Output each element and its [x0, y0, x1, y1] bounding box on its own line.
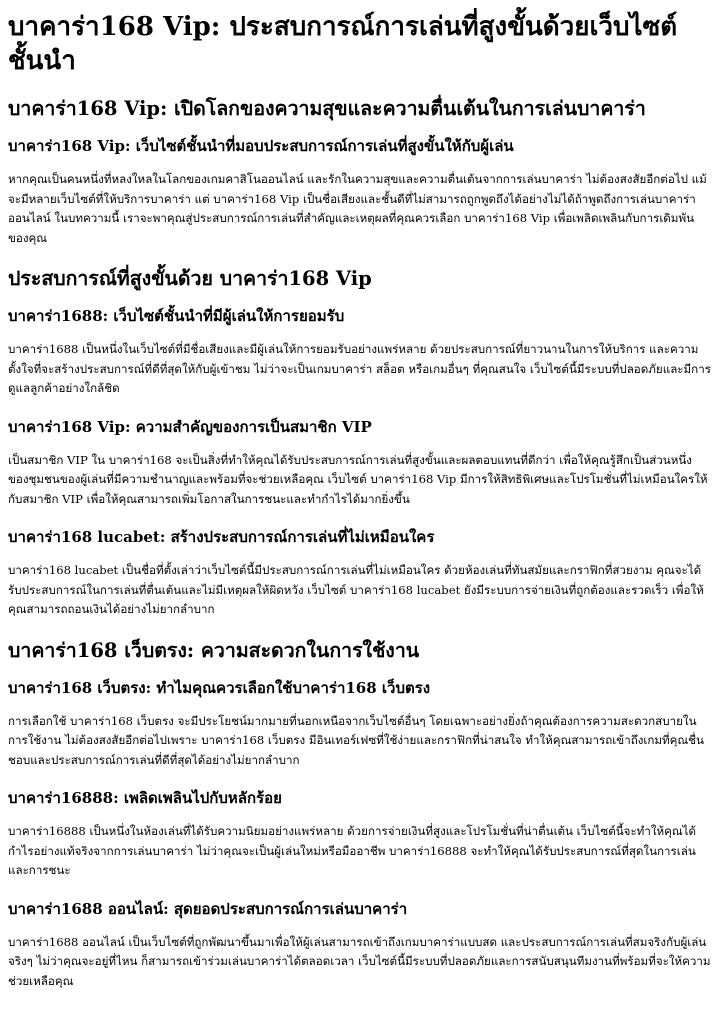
paragraph: หากคุณเป็นคนหนึ่งที่หลงใหลในโลกของเกมคาสิโนออนไลน์ และรักในความสุขและความตื่นเต้นจากการเล่นบาคาร่า ไม่ต้องสงสัยอีกต่อไป แม้จะมีหลายเว็บไซต์ที่ให้บริการบาคาร่า แต่ บาคาร่า168 Vip เป็นชื่อเสียงและชั้นดีที่ไม่สามารถถูกพูดถึงได้อย่างไม่ได้ถ้าพูดถึงการเล่นบาคาร่าออนไลน์ ในบทความนี้ เราจะพาคุณสู่ประสบการณ์การเล่นที่สำคัญและเหตุผลที่คุณควรเลือก บาคาร่า168 Vip เพื่อเพลิดเพลินกับการเดิมพันของคุณ — [8, 172, 707, 245]
page-title: บาคาร่า168 Vip: ประสบการณ์การเล่นที่สูงขั้นด้วยเว็บไซต์ชั้นนำ — [8, 12, 678, 76]
paragraph: เป็นสมาชิก VIP ใน บาคาร่า168 จะเป็นสิ่งที่ทำให้คุณได้รับประสบการณ์การเล่นที่สูงขั้นและผลตอบแทนที่ดีกว่า เพื่อให้คุณรู้สึกเป็นส่วนหนึ่งของชุมชนของผู้เล่นที่มีความชำนาญและพร้อมที่จะช่วยเหลือคุณ เว็บไซต์ บาคาร่า168 Vip มีการให้สิทธิพิเศษและโปรโมชั่นที่ไม่เหมือนใครให้กับสมาชิก VIP เพื่อให้คุณสามารถเพิ่มโอกาสในการชนะและทำกำไรได้มากยิ่งขึ้น — [8, 452, 708, 506]
paragraph: บาคาร่า1688 ออนไลน์ เป็นเว็บไซต์ที่ถูกพัฒนาขึ้นมาเพื่อให้ผู้เล่นสามารถเข้าถึงเกมบาคาร่าแบบสด และประสบการณ์การเล่นที่สมจริงกับผู้เล่นจริงๆ ไม่ว่าคุณจะอยู่ที่ไหน ก็สามารถเข้าร่วมเล่นบาคาร่าได้ตลอดเวลา เว็บไซต์นี้มีระบบที่ปลอดภัยและการสนับสนุนทีมงานที่พร้อมที่จะให้ความช่วยเหลือคุณ — [8, 934, 711, 988]
subsection-heading: บาคาร่า16888: เพลิดเพลินไปกับหลักร้อย — [8, 789, 282, 807]
section-1 — [8, 96, 712, 248]
section-heading: บาคาร่า168 Vip: เปิดโลกของความสุขและความตื่นเต้นในการเล่นบาคาร่า — [8, 97, 646, 120]
paragraph: บาคาร่า1688 เป็นหนึ่งในเว็บไซต์ที่มีชื่อเสียงและมีผู้เล่นให้การยอมรับอย่างแพร่หลาย ด้วยประสบการณ์ที่ยาวนานในการให้บริการ และความตั้งใจที่จะสร้างประสบการณ์ที่ดีที่สุดให้กับผู้เข้าชม ไม่ว่าจะเป็นเกมบาคาร่า สล็อต หรือเกมอื่นๆ ที่คุณสนใจ เว็บไซต์นี้มีระบบที่ปลอดภัยและมีการดูแลลูกค้าอย่างใกล้ชิด — [8, 342, 711, 395]
section-3 — [8, 638, 712, 992]
subsection-heading: บาคาร่า168 เว็บตรง: ทำไมคุณควรเลือกใช้บาคาร่า168 เว็บตรง — [8, 678, 431, 697]
section-heading: บาคาร่า168 เว็บตรง: ความสะดวกในการใช้งาน — [8, 638, 420, 662]
subsection-heading: บาคาร่า1688 ออนไลน์: สุดยอดประสบการณ์การเล่นบาคาร่า — [8, 899, 408, 918]
paragraph: การเลือกใช้ บาคาร่า168 เว็บตรง จะมีประโยชน์มากมายที่นอกเหนือจากเว็บไซต์อื่นๆ โดยเฉพาะอย่างยิ่งถ้าคุณต้องการความสะดวกสบายในการใช้งาน ไม่ต้องสงสัยอีกต่อไปเพราะ บาคาร่า168 เว็บตรง มีอินเทอร์เฟซที่ใช้ง่ายและกราฟิกที่น่าสนใจ ทำให้คุณสามารถเข้าถึงเกมที่คุณชื่นชอบและประสบการณ์การเล่นที่ดีที่สุดได้อย่างไม่ยากลำบาก — [8, 713, 704, 767]
paragraph: บาคาร่า168 lucabet เป็นชื่อที่ตั้งเล่าว่าเว็บไซต์นี้มีประสบการณ์การเล่นที่ไม่เหมือนใคร ด้วยห้องเล่นที่ทันสมัยและกราฟิกที่สวยงาม คุณจะได้รับประสบการณ์ในการเล่นที่ตื่นเต้นและไม่มีเหตุผลให้ผิดหวัง เว็บไซต์ บาคาร่า168 lucabet ยังมีระบบการจ่ายเงินที่ถูกต้องและรวดเร็ว เพื่อให้คุณสามารถถอนเงินได้อย่างไม่ยากลำบาก — [8, 563, 704, 616]
subsection-heading: บาคาร่า168 Vip: เว็บไซต์ชั้นนำที่มอบประสบการณ์การเล่นที่สูงขั้นให้กับผู้เล่น — [8, 137, 514, 155]
paragraph: บาคาร่า16888 เป็นหนึ่งในห้องเล่นที่ได้รับความนิยมอย่างแพร่หลาย ด้วยการจ่ายเงินที่สูงและโปรโมชั่นที่น่าตื่นเต้น เว็บไซต์นี้จะทำให้คุณได้กำไรอย่างแท้จริงจากการเล่นบาคาร่า ไม่ว่าคุณจะเป็นผู้เล่นใหม่หรือมืออาชีพ บาคาร่า16888 จะทำให้คุณได้รับประสบการณ์ที่สุดในการเล่นและการชนะ — [8, 824, 696, 877]
section-2 — [8, 266, 712, 620]
subsection-heading: บาคาร่า1688: เว็บไซต์ชั้นนำที่มีผู้เล่นให้การยอมรับ — [8, 307, 345, 325]
subsection-heading: บาคาร่า168 Vip: ความสำคัญของการเป็นสมาชิก VIP — [8, 417, 372, 436]
subsection-heading: บาคาร่า168 lucabet: สร้างประสบการณ์การเล่นที่ไม่เหมือนใคร — [8, 528, 435, 546]
section-heading: ประสบการณ์ที่สูงขั้นด้วย บาคาร่า168 Vip — [8, 267, 372, 290]
